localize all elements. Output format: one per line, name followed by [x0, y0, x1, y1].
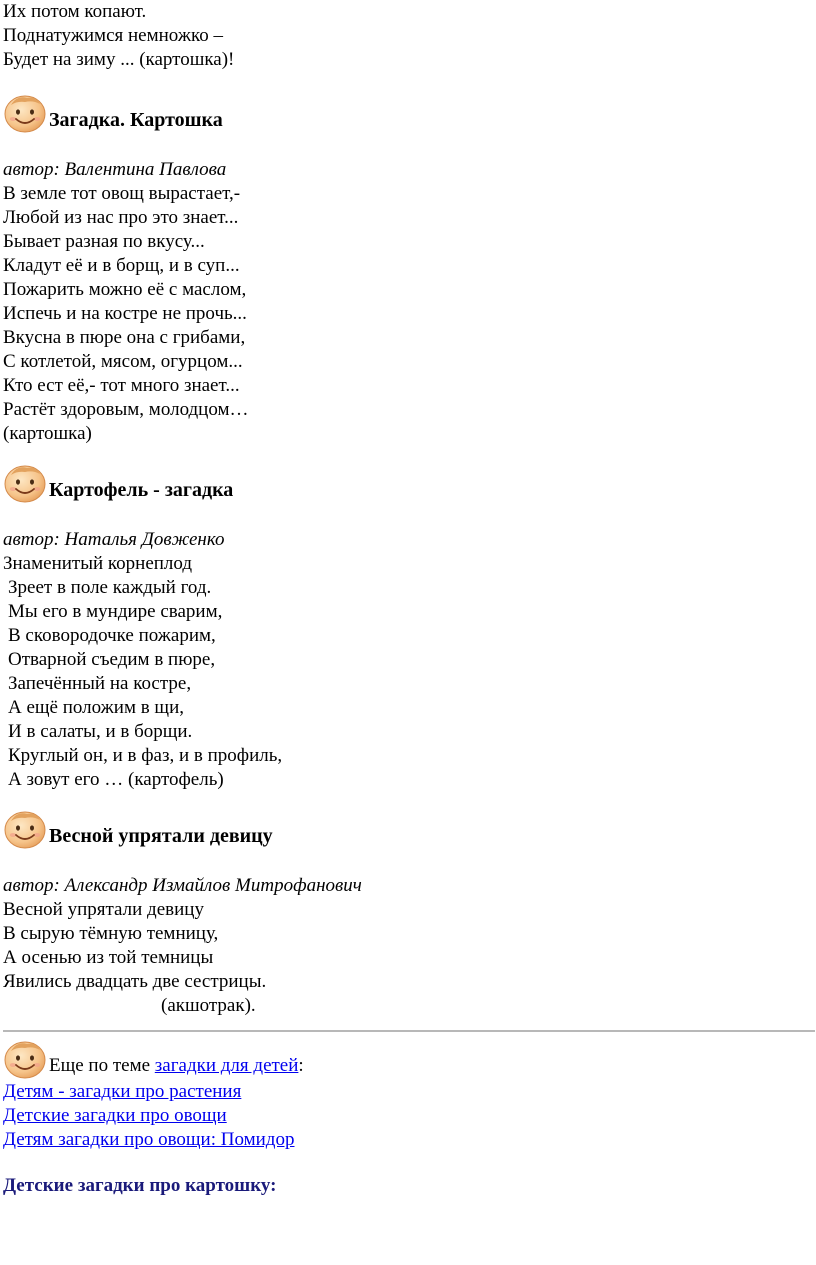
smiley-face-icon — [3, 808, 47, 850]
verse-line: Кладут её и в борщ, и в суп... — [3, 255, 240, 276]
link-tomato-riddles[interactable]: Детям загадки про овощи: Помидор — [3, 1129, 295, 1150]
verse-line: Поднатужимся немножко – — [3, 25, 223, 46]
riddle-section-2 — [3, 458, 813, 792]
subheading: Детские загадки про картошку: — [3, 1175, 277, 1196]
riddle-section-3 — [3, 804, 813, 1018]
verse-line: Зреет в поле каждый год. — [8, 577, 212, 598]
verse-line: Будет на зиму ... (картошка)! — [3, 49, 235, 70]
verse-line: Испечь и на костре не прочь... — [3, 303, 247, 324]
author-line: автор: Валентина Павлова — [3, 159, 227, 180]
verse-line: Мы его в мундире сварим, — [8, 601, 223, 622]
verse-line: Знаменитый корнеплод — [3, 553, 193, 574]
verse-line: Их потом копают. — [3, 1, 147, 22]
verse-line: Кто ест её,- тот много знает... — [3, 375, 240, 396]
verse-line: Пожарить можно её с маслом, — [3, 279, 247, 300]
verse-line: В сырую тёмную темницу, — [3, 923, 219, 944]
smiley-face-icon — [3, 1038, 47, 1080]
verse-line: Бывает разная по вкусу... — [3, 231, 205, 252]
verse-line: И в салаты, и в борщи. — [8, 721, 193, 742]
link-plants-riddles[interactable]: Детям - загадки про растения — [3, 1081, 242, 1102]
verse-line: А ещё положим в щи, — [8, 697, 184, 718]
verse-line: Круглый он, и в фаз, и в профиль, — [8, 745, 283, 766]
related-links — [3, 1034, 813, 1198]
section-header — [3, 88, 813, 134]
section-title: Картофель - загадка — [49, 479, 234, 501]
section-divider — [3, 1030, 815, 1032]
section-title: Загадка. Картошка — [49, 109, 223, 131]
verse-line: Вкусна в пюре она с грибами, — [3, 327, 246, 348]
section-header — [3, 458, 813, 504]
related-header — [3, 1034, 813, 1080]
section-header — [3, 804, 813, 850]
author-line: автор: Александр Измайлов Митрофанович — [3, 875, 362, 896]
verse-line: Явились двадцать две сестрицы. — [3, 971, 267, 992]
riddle-answer: А зовут его … (картофель) — [8, 769, 224, 790]
verse-line: С котлетой, мясом, огурцом... — [3, 351, 243, 372]
verse-line: Отварной съедим в пюре, — [8, 649, 216, 670]
section-title: Весной упрятали девицу — [49, 825, 273, 847]
smiley-face-icon — [3, 92, 47, 134]
intro-verse — [3, 0, 813, 72]
related-prefix: Еще по теме — [49, 1055, 155, 1076]
verse-line: А осенью из той темницы — [3, 947, 214, 968]
verse-line: Растёт здоровым, молодцом… — [3, 399, 249, 420]
verse-line: В земле тот овощ вырастает,- — [3, 183, 241, 204]
link-vegetable-riddles[interactable]: Детские загадки про овощи — [3, 1105, 227, 1126]
topic-link[interactable]: загадки для детей — [154, 1055, 299, 1076]
related-label — [49, 1054, 304, 1080]
verse-line: Запечённый на костре, — [8, 673, 192, 694]
riddle-section-1 — [3, 88, 813, 446]
verse-line: В сковородочке пожарим, — [8, 625, 216, 646]
riddle-answer: (акшотрак). — [161, 995, 256, 1016]
riddle-answer: (картошка) — [3, 423, 92, 444]
verse-line: Любой из нас про это знает... — [3, 207, 239, 228]
related-suffix: : — [298, 1055, 304, 1076]
smiley-face-icon — [3, 462, 47, 504]
document-page — [3, 0, 813, 1198]
verse-line: Весной упрятали девицу — [3, 899, 204, 920]
author-line: автор: Наталья Довженко — [3, 529, 225, 550]
